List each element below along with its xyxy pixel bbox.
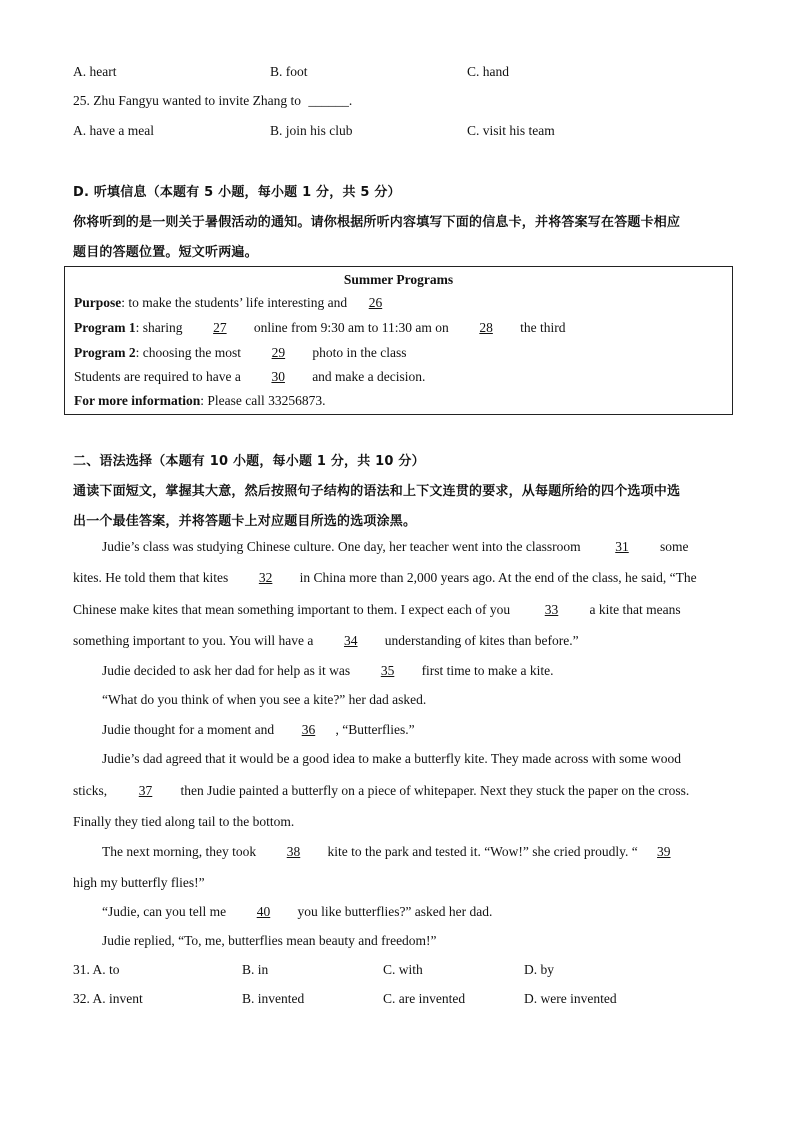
passage-line-6: “What do you think of when you see a kite?” her dad asked. [102, 692, 427, 707]
blank-35: 35 [380, 663, 395, 678]
section-d-instruction-1: 你将听到的是一则关于暑假活动的通知。请你根据所听内容填写下面的信息卡，并将答案写在答题卡相应 [73, 215, 681, 230]
q25-question-text: 25. Zhu Fangyu wanted to invite Zhang to [73, 93, 301, 108]
blank-32: 32 [258, 570, 273, 585]
program2-text-a: : choosing the most [135, 345, 241, 360]
blank-27: 27 [213, 320, 227, 335]
passage-text: you like butterflies?” asked her dad. [297, 904, 493, 919]
purpose-label: Purpose [74, 295, 122, 310]
more-info-row [74, 393, 325, 409]
blank-26: 26 [368, 295, 383, 310]
passage-line-13 [102, 904, 492, 920]
q31-option-c: C. with [383, 962, 423, 977]
more-info-text: : Please call 33256873. [200, 393, 326, 408]
passage-line-1 [102, 539, 689, 555]
q32-option-b: B. invented [242, 991, 305, 1006]
q32-option-d: D. were invented [524, 991, 617, 1006]
passage-text: kite to the park and tested it. “Wow!” she cried proudly. “ [327, 844, 638, 859]
program2-text-b: photo in the class [312, 345, 407, 360]
program1-label: Program 1 [74, 320, 136, 335]
blank-36: 36 [301, 722, 316, 737]
blank-37: 37 [138, 783, 153, 798]
program1-text-c: the third [520, 320, 566, 335]
q25-option-b: B. join his club [270, 123, 353, 138]
passage-line-9 [73, 783, 689, 799]
blank-33: 33 [544, 602, 559, 617]
passage-text: , “Butterflies.” [335, 722, 415, 737]
q32-option-a: 32. A. invent [73, 991, 143, 1006]
q25-period: . [348, 93, 353, 108]
q24-option-c: C. hand [467, 64, 509, 79]
program1-text-a: : sharing [135, 320, 183, 335]
blank-39: 39 [657, 844, 671, 859]
q25-question [73, 93, 352, 109]
section-2-instruction-1: 通读下面短文，掌握其大意，然后按照句子结构的语法和上下文连贯的要求，从每题所给的四个选项中选 [73, 484, 681, 499]
blank-30: 30 [271, 369, 285, 384]
passage-line-10: Finally they tied along tail to the bottom. [73, 814, 295, 829]
passage-line-8: Judie’s dad agreed that it would be a good idea to make a butterfly kite. They made across with some wood [102, 751, 681, 766]
passage-text: in China more than 2,000 years ago. At the end of the class, he said, “The [299, 570, 697, 585]
q31-option-a: 31. A. to [73, 962, 120, 977]
info-card-title: Summer Programs [343, 272, 454, 287]
passage-line-7 [102, 722, 415, 738]
q31-option-d: D. by [524, 962, 554, 977]
students-row [74, 369, 425, 385]
passage-text: Judie thought for a moment and [102, 722, 275, 737]
blank-34: 34 [344, 633, 358, 648]
passage-text: understanding of kites than before.” [384, 633, 579, 648]
passage-text: “Judie, can you tell me [102, 904, 227, 919]
passage-line-12: high my butterfly flies!” [73, 875, 205, 890]
section-d-heading: D. 听填信息（本题有 5 小题，每小题 1 分，共 5 分） [73, 185, 401, 200]
blank-38: 38 [286, 844, 301, 859]
program2-row [74, 345, 406, 361]
students-text-a: Students are required to have a [74, 369, 241, 384]
info-card [64, 266, 733, 415]
passage-text: first time to make a kite. [421, 663, 554, 678]
passage-text: a kite that means [589, 602, 681, 617]
q24-option-a: A. heart [73, 64, 117, 79]
blank-28: 28 [479, 320, 493, 335]
passage-text: Judie’s class was studying Chinese culture. One day, her teacher went into the classroom [102, 539, 581, 554]
passage-text: sticks, [73, 783, 108, 798]
q25-blank: ______ [308, 93, 349, 108]
program1-row [74, 320, 565, 336]
q24-option-b: B. foot [270, 64, 308, 79]
program2-label: Program 2 [74, 345, 136, 360]
section-2-heading: 二、语法选择（本题有 10 小题，每小题 1 分，共 10 分） [73, 454, 425, 469]
passage-text: Chinese make kites that mean something important to them. I expect each of you [73, 602, 511, 617]
passage-line-2 [73, 570, 697, 586]
section-d-instruction-2: 题目的答题位置。短文听两遍。 [73, 245, 258, 260]
students-text-b: and make a decision. [312, 369, 426, 384]
section-2-instruction-2: 出一个最佳答案，并将答题卡上对应题目所选的选项涂黑。 [73, 514, 417, 529]
passage-line-11 [102, 844, 690, 860]
passage-line-5 [102, 663, 554, 679]
q32-option-c: C. are invented [383, 991, 466, 1006]
passage-text: The next morning, they took [102, 844, 257, 859]
program1-text-b: online from 9:30 am to 11:30 am on [253, 320, 449, 335]
blank-31: 31 [615, 539, 629, 554]
blank-40: 40 [256, 904, 271, 919]
passage-text: something important to you. You will have a [73, 633, 314, 648]
passage-text: Judie decided to ask her dad for help as it was [102, 663, 351, 678]
q25-option-c: C. visit his team [467, 123, 555, 138]
more-info-label: For more information [74, 393, 201, 408]
blank-29: 29 [271, 345, 286, 360]
q31-option-b: B. in [242, 962, 269, 977]
passage-text: some [660, 539, 689, 554]
passage-line-3 [73, 602, 681, 618]
q25-option-a: A. have a meal [73, 123, 154, 138]
purpose-text: : to make the students’ life interesting and [121, 295, 348, 310]
passage-text: kites. He told them that kites [73, 570, 229, 585]
passage-line-14: Judie replied, “To, me, butterflies mean beauty and freedom!” [102, 933, 437, 948]
passage-text: then Judie painted a butterfly on a piece of whitepaper. Next they stuck the paper on the cross. [180, 783, 690, 798]
passage-line-4 [73, 633, 579, 649]
purpose-row [74, 295, 394, 311]
